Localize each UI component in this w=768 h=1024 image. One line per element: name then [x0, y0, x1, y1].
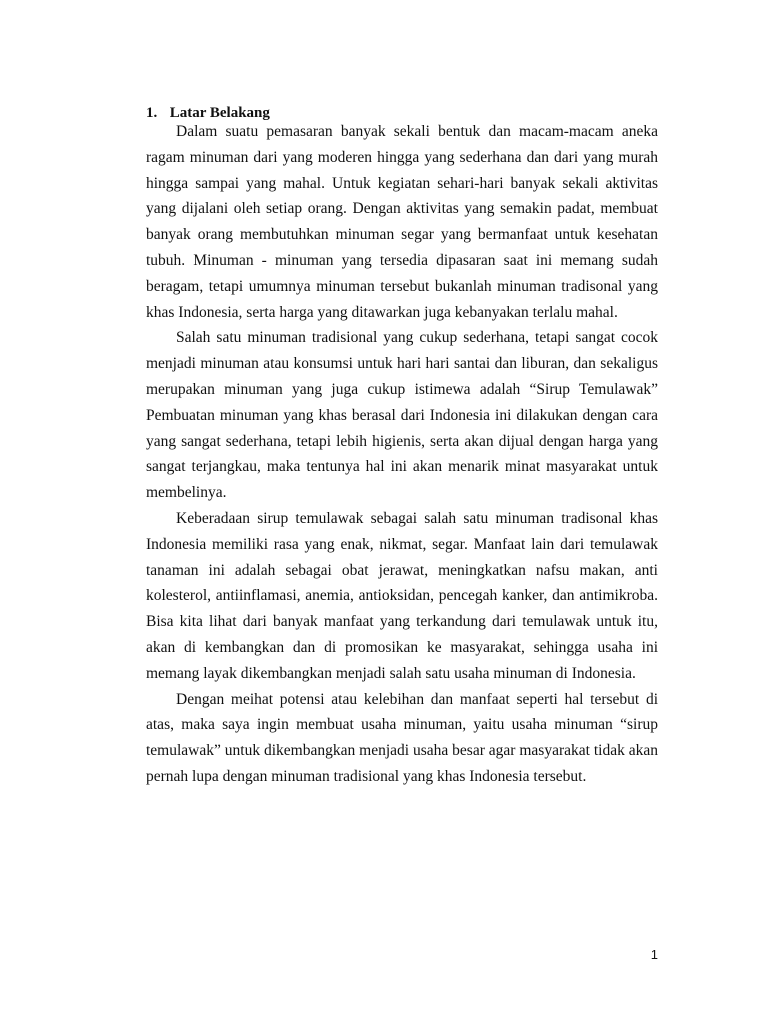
paragraph-2-line: yang sangat sederhana, tetapi lebih higienis, serta akan dijual dengan harga yang: [146, 432, 658, 450]
paragraph-1-line: ragam minuman dari yang moderen hingga yang sederhana dan dari yang murah: [146, 148, 658, 166]
section-title: Latar Belakang: [169, 105, 270, 121]
paragraph-4-line: Dengan meihat potensi atau kelebihan dan manfaat seperti hal tersebut di: [176, 690, 658, 708]
paragraph-2-line: merupakan minuman yang juga cukup istimewa adalah “Sirup Temulawak”: [146, 380, 658, 398]
paragraph-4-line: atas, maka saya ingin membuat usaha minuman, yaitu usaha minuman “sirup: [146, 716, 658, 734]
paragraph-1-line: hingga sampai yang mahal. Untuk kegiatan sehari-hari banyak sekali aktivitas: [146, 174, 658, 192]
body-text: [146, 119, 658, 790]
paragraph-2-line: Salah satu minuman tradisional yang cukup sederhana, tetapi sangat cocok: [176, 329, 658, 347]
page-number: 1: [650, 947, 658, 962]
paragraph-4-line: pernah lupa dengan minuman tradisional yang khas Indonesia tersebut.: [146, 767, 587, 785]
paragraph-1-line: Dalam suatu pemasaran banyak sekali bentuk dan macam-macam aneka: [176, 123, 658, 140]
paragraph-1-line: yang dijalani oleh setiap orang. Dengan aktivitas yang semakin padat, membuat: [146, 200, 658, 218]
paragraph-2-line: sangat terjangkau, maka tentunya hal ini akan menarik minat masyarakat untuk: [146, 458, 658, 476]
paragraph-3-line: Keberadaan sirup temulawak sebagai salah satu minuman tradisonal khas: [176, 509, 658, 527]
paragraph-3-line: tanaman ini adalah sebagai obat jerawat, meningkatkan nafsu makan, anti: [146, 561, 658, 579]
paragraph-2-line: menjadi minuman atau konsumsi untuk hari hari santai dan liburan, dan sekaligus: [146, 355, 658, 373]
paragraph-3-line: memang layak dikembangkan menjadi salah satu usaha minuman di Indonesia.: [146, 664, 636, 682]
paragraph-2-line: Pembuatan minuman yang khas berasal dari Indonesia ini dilakukan dengan cara: [146, 406, 658, 424]
section-number: 1.: [146, 105, 158, 121]
paragraph-3-line: kolesterol, antiinflamasi, anemia, antioksidan, pencegah kanker, dan antimikroba.: [146, 587, 658, 605]
paragraph-2-line: membelinya.: [146, 484, 227, 502]
paragraph-3-line: Bisa kita lihat dari banyak manfaat yang terkandung dari temulawak untuk itu,: [146, 613, 658, 631]
paragraph-1-line: banyak orang membutuhkan minuman segar yang bermanfaat untuk kesehatan: [146, 226, 658, 244]
paragraph-1-line: beragam, tetapi umumnya minuman tersebut bukanlah minuman tradisonal yang: [146, 277, 658, 295]
paragraph-4-line: temulawak” untuk dikembangkan menjadi usaha besar agar masyarakat tidak akan: [146, 742, 658, 760]
paragraph-3-line: Indonesia memiliki rasa yang enak, nikmat, segar. Manfaat lain dari temulawak: [146, 535, 658, 553]
paragraph-1-line: tubuh. Minuman - minuman yang tersedia dipasaran saat ini memang sudah: [146, 251, 658, 269]
paragraph-3-line: akan di kembangkan dan di promosikan ke masyarakat, sehingga usaha ini: [146, 638, 658, 656]
paragraph-1-line: khas Indonesia, serta harga yang ditawarkan juga kebanyakan terlalu mahal.: [146, 303, 618, 321]
